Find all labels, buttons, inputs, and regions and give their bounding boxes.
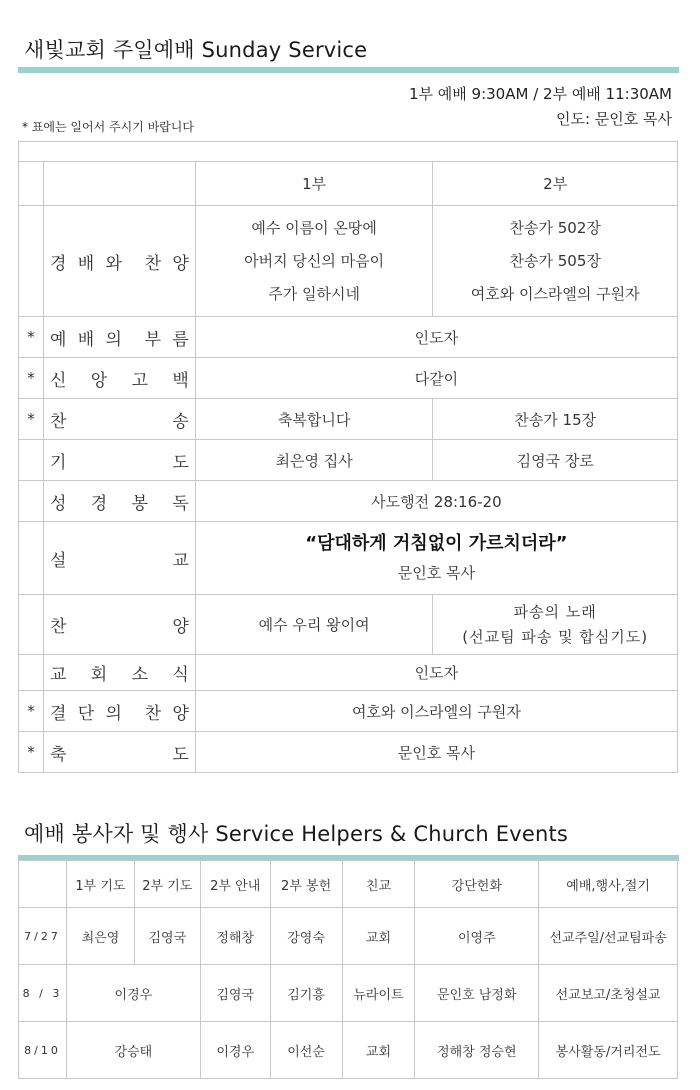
row-label — [43, 399, 195, 440]
news-value: 인도자 — [195, 655, 677, 691]
label-text — [50, 699, 189, 724]
table-row-call-to-worship — [19, 317, 678, 358]
col-header: 예배,행사,절기 — [539, 861, 678, 908]
title-divider — [18, 67, 679, 73]
cell: 최은영 — [66, 908, 134, 965]
label-char: 회 — [90, 665, 108, 685]
col-header: 친교 — [342, 861, 415, 908]
cell: 강승태 — [66, 1022, 200, 1079]
worship-second — [433, 206, 678, 317]
sermon-preacher: 문인호 목사 — [397, 564, 476, 582]
label-char: 배 — [77, 253, 95, 274]
row-label — [43, 522, 195, 595]
cell: 이영주 — [415, 908, 539, 965]
cell: 봉사활동/거리전도 — [539, 1022, 678, 1079]
table-row-confession — [19, 358, 678, 399]
date-cell: 8/10 — [19, 1022, 67, 1079]
star-cell — [19, 655, 44, 691]
label-text — [50, 546, 189, 571]
star-cell: * — [19, 691, 44, 732]
prayer-first: 최은영 집사 — [195, 440, 433, 481]
confession-value: 다같이 — [195, 358, 677, 399]
label-char: 찬 — [144, 703, 162, 724]
col-header: 강단헌화 — [415, 861, 539, 908]
table-row-sermon — [19, 522, 678, 595]
prayer-second: 김영국 장로 — [433, 440, 678, 481]
cell: 선교보고/초청설교 — [539, 965, 678, 1022]
service-info — [409, 82, 672, 132]
label-char: 와 — [105, 253, 122, 274]
song: 찬송가 505장 — [509, 251, 601, 270]
label-char: 성 — [49, 493, 67, 514]
helpers-title: 예배 봉사자 및 행사 Service Helpers & Church Events — [24, 822, 569, 846]
label-char: 교 — [49, 665, 67, 685]
table-row-benediction — [19, 732, 678, 773]
table-row-commitment — [19, 691, 678, 732]
cell: 뉴라이트 — [342, 965, 415, 1022]
worship-first — [195, 206, 433, 317]
label-text — [50, 612, 189, 637]
praise-second-line2: (선교팀 파송 및 합심기도) — [462, 627, 649, 646]
table-row-worship — [19, 206, 678, 317]
spacer-cell — [19, 142, 678, 162]
star-cell — [19, 595, 44, 655]
song: 예수 이름이 온땅에 — [251, 218, 377, 237]
table-spacer-row — [19, 142, 678, 162]
cell: 교회 — [342, 1022, 415, 1079]
song: 아버지 당신의 마음이 — [244, 251, 385, 270]
table-row-hymn — [19, 399, 678, 440]
cell: 이선순 — [270, 1022, 342, 1079]
cell: 이경우 — [66, 965, 200, 1022]
call-to-worship-value: 인도자 — [195, 317, 677, 358]
col-header: 2부 기도 — [134, 861, 200, 908]
label-text — [50, 366, 189, 391]
label-char: 백 — [172, 370, 189, 391]
star-cell: * — [19, 358, 44, 399]
praise-second-line1: 파송의 노래 — [513, 602, 597, 621]
row-label — [43, 206, 195, 317]
song: 주가 일하시네 — [268, 284, 360, 303]
label-text — [50, 448, 189, 473]
cell: 김영국 — [200, 965, 270, 1022]
helpers-header-row — [19, 861, 678, 908]
row-label — [43, 595, 195, 655]
label-char: 앙 — [90, 370, 108, 391]
star-cell — [19, 440, 44, 481]
star-cell: * — [19, 732, 44, 773]
row-label — [43, 317, 195, 358]
star-cell — [19, 481, 44, 522]
table-row — [19, 965, 678, 1022]
cell: 선교주일/선교팀파송 — [539, 908, 678, 965]
col-second-service-header: 2부 — [433, 162, 678, 206]
label-text — [50, 249, 189, 274]
col-header: 2부 봉헌 — [270, 861, 342, 908]
cell: 김영국 — [134, 908, 200, 965]
label-cell — [43, 162, 195, 206]
date-cell: 7/27 — [19, 908, 67, 965]
row-label — [43, 655, 195, 691]
label-char: 결 — [49, 703, 67, 724]
label-char: 고 — [131, 370, 149, 391]
col-header: 1부 기도 — [66, 861, 134, 908]
label-char: 독 — [172, 493, 189, 514]
label-char: 예 — [49, 329, 67, 350]
cell: 정해창 정승현 — [415, 1022, 539, 1079]
label-char: 봉 — [131, 493, 149, 514]
row-label — [43, 440, 195, 481]
date-header — [19, 861, 67, 908]
label-char: 식 — [172, 665, 189, 685]
label-char: 양 — [172, 617, 189, 637]
song: 여호와 이스라엘의 구원자 — [470, 284, 640, 303]
label-text — [50, 740, 189, 765]
row-label — [43, 358, 195, 399]
label-text — [50, 407, 189, 432]
star-cell — [19, 206, 44, 317]
cell: 교회 — [342, 908, 415, 965]
date-cell: 8 / 3 — [19, 965, 67, 1022]
cell: 이경우 — [200, 1022, 270, 1079]
label-char: 찬 — [49, 411, 67, 432]
col-first-service-header: 1부 — [195, 162, 433, 206]
label-char: 단 — [77, 703, 95, 724]
service-leader: 인도: 문인호 목사 — [555, 110, 672, 128]
label-char: 교 — [172, 550, 189, 571]
label-char: 의 — [105, 329, 122, 350]
label-text — [50, 325, 189, 350]
label-char: 배 — [77, 329, 95, 350]
table-row — [19, 908, 678, 965]
row-label — [43, 481, 195, 522]
sermon-title: “담대하게 거침없이 가르치더라” — [305, 533, 568, 554]
commitment-value: 여호와 이스라엘의 구원자 — [195, 691, 677, 732]
row-label — [43, 732, 195, 773]
label-text — [50, 489, 189, 514]
label-char: 찬 — [144, 253, 162, 274]
label-char: 의 — [105, 703, 122, 724]
service-times: 1부 예배 9:30AM / 2부 예배 11:30AM — [408, 85, 672, 103]
table-row-scripture — [19, 481, 678, 522]
helpers-table — [18, 860, 678, 1079]
label-char: 설 — [49, 550, 67, 571]
label-text — [50, 660, 189, 685]
label-char: 양 — [172, 703, 189, 724]
cell: 강영숙 — [270, 908, 342, 965]
label-char: 기 — [49, 452, 67, 473]
scripture-value: 사도행전 28:16-20 — [195, 481, 677, 522]
star-cell — [19, 522, 44, 595]
benediction-value: 문인호 목사 — [195, 732, 677, 773]
table-header-row — [19, 162, 678, 206]
cell: 정해창 — [200, 908, 270, 965]
col-header: 2부 안내 — [200, 861, 270, 908]
table-row — [19, 1022, 678, 1079]
label-char: 름 — [172, 329, 189, 350]
cell: 문인호 남정화 — [415, 965, 539, 1022]
table-row-prayer — [19, 440, 678, 481]
hymn-first: 축복합니다 — [195, 399, 433, 440]
label-char: 부 — [144, 329, 162, 350]
label-char: 소 — [131, 665, 149, 685]
label-char: 경 — [90, 493, 108, 514]
table-row-news — [19, 655, 678, 691]
hymn-second: 찬송가 15장 — [433, 399, 678, 440]
star-cell — [19, 162, 44, 206]
cell: 김기흥 — [270, 965, 342, 1022]
sermon-value — [195, 522, 677, 595]
label-char: 도 — [172, 744, 189, 765]
service-title: 새빛교회 주일예배 Sunday Service — [24, 38, 368, 62]
label-char: 신 — [49, 370, 67, 391]
star-cell: * — [19, 399, 44, 440]
star-cell: * — [19, 317, 44, 358]
label-char: 축 — [49, 744, 67, 765]
song: 찬송가 502장 — [509, 218, 601, 237]
praise-first: 예수 우리 왕이여 — [195, 595, 433, 655]
row-label — [43, 691, 195, 732]
table-row-praise — [19, 595, 678, 655]
praise-second — [433, 595, 678, 655]
label-char: 찬 — [49, 617, 67, 637]
label-char: 송 — [172, 411, 189, 432]
label-char: 경 — [49, 253, 67, 274]
label-char: 양 — [172, 253, 189, 274]
standing-note: * 표에는 일어서 주시기 바랍니다 — [22, 120, 194, 134]
order-of-service-table — [18, 141, 678, 773]
label-char: 도 — [172, 452, 189, 473]
